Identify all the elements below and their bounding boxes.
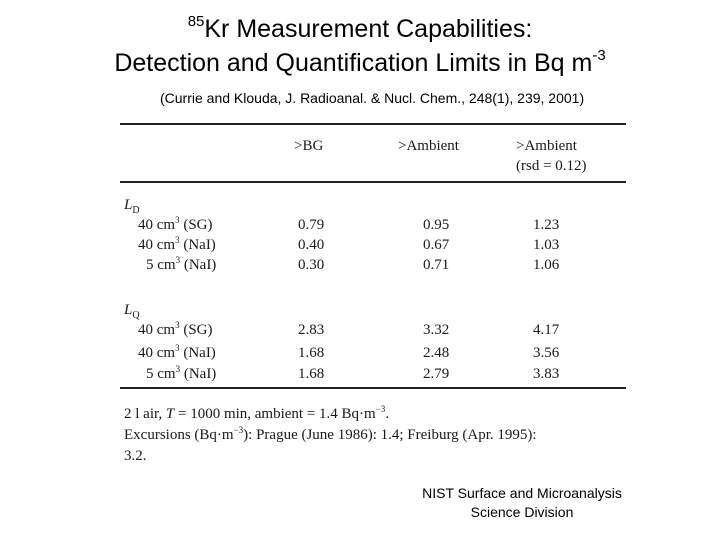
- title-line-1-text: Kr Measurement Capabilities:: [204, 15, 533, 43]
- row-detector-type: (NaI): [180, 257, 217, 273]
- footnote-symbol: T: [165, 406, 175, 422]
- scanned-table-image: [118, 120, 630, 470]
- row-volume: 5 cm: [146, 257, 176, 273]
- group-subscript-lq: Q: [132, 310, 140, 321]
- row-volume-exponent: 3: [175, 320, 180, 330]
- table-cell: 2.83: [298, 322, 325, 338]
- row-volume-exponent: 3: [175, 215, 180, 225]
- row-volume: 40 cm: [138, 217, 176, 233]
- row-detector-type: (NaI): [179, 345, 216, 361]
- citation: (Currie and Klouda, J. Radioanal. & Nucl. Chem., 248(1), 239, 2001): [160, 90, 585, 106]
- table-cell: 1.06: [533, 257, 560, 273]
- column-header-rsd-note: (rsd = 0.12): [516, 158, 587, 174]
- table-cell: 1.03: [533, 237, 560, 253]
- row-volume-exponent: 3: [175, 343, 180, 353]
- table-cell: 0.40: [298, 237, 325, 253]
- table-cell: 3.83: [533, 366, 560, 382]
- row-detector-type: (NaI): [179, 237, 216, 253]
- footnote-text: ): Prague (June 1986): 1.4; Freiburg (Apr. 1995):: [243, 427, 537, 443]
- row-label: [146, 256, 216, 274]
- column-header-ambient-rsd: >Ambient: [516, 138, 577, 154]
- isotope-mass-number: 85: [187, 13, 205, 30]
- row-detector-type: (NaI): [180, 366, 217, 382]
- credit-line-1: NIST Surface and Microanalysis: [422, 485, 622, 501]
- title-exponent: -3: [592, 47, 606, 64]
- group-symbol-ld: L: [124, 197, 133, 213]
- footnote-line-2: [124, 426, 537, 445]
- title-line-2-text: Detection and Quantification Limits in Bq m: [114, 49, 593, 77]
- footnote-line-3: 3.2.: [124, 448, 147, 464]
- footnote-exponent: −3: [375, 404, 386, 414]
- row-volume-exponent: 3: [175, 364, 181, 374]
- table-cell: 3.32: [423, 322, 450, 338]
- column-header-ambient: >Ambient: [398, 138, 459, 154]
- footnote-text: 2 l air,: [124, 406, 166, 422]
- footnote-text: = 1000 min, ambient = 1.4 Bq·m: [174, 406, 376, 422]
- table-cell: 1.23: [533, 217, 560, 233]
- row-volume: 40 cm: [138, 345, 176, 361]
- table-cell: 1.68: [298, 345, 325, 361]
- title-line-2: [0, 46, 720, 80]
- slide-title: [0, 12, 720, 80]
- footnote-text: .: [385, 406, 390, 422]
- table-cell: 0.30: [298, 257, 325, 273]
- footnote-text: Excursions (Bq·m: [124, 427, 234, 443]
- table-cell: 2.79: [423, 366, 450, 382]
- table-bottom-rule: [120, 387, 626, 389]
- row-volume-exponent: 3: [175, 235, 180, 245]
- row-volume: 5 cm: [146, 366, 176, 382]
- footnote-line-1: [124, 405, 389, 424]
- row-detector-type: (SG): [179, 217, 213, 233]
- row-label: [138, 216, 213, 234]
- footnote-exponent: −3: [233, 425, 244, 435]
- row-volume-exponent: 3: [175, 255, 181, 265]
- table-cell: 0.95: [423, 217, 450, 233]
- table-cell: 2.48: [423, 345, 450, 361]
- column-header-bg: >BG: [294, 138, 324, 154]
- row-label: [138, 236, 216, 254]
- row-label: [138, 321, 213, 339]
- table-cell: 4.17: [533, 322, 560, 338]
- table-cell: 1.68: [298, 366, 325, 382]
- row-detector-type: (SG): [179, 322, 213, 338]
- table-cell: 0.71: [423, 257, 450, 273]
- group-symbol-lq: L: [124, 302, 133, 318]
- row-volume: 40 cm: [138, 237, 176, 253]
- table-header-rule: [120, 181, 626, 183]
- title-line-1: [0, 12, 720, 46]
- row-label: [138, 344, 216, 362]
- table-cell: 3.56: [533, 345, 560, 361]
- table-top-rule: [120, 123, 626, 125]
- row-label: [146, 365, 216, 383]
- table-cell: 0.67: [423, 237, 450, 253]
- row-volume: 40 cm: [138, 322, 176, 338]
- table-cell: 0.79: [298, 217, 325, 233]
- group-subscript-ld: D: [132, 205, 140, 216]
- credit-block: [400, 484, 644, 522]
- credit-line-2: Science Division: [470, 504, 574, 520]
